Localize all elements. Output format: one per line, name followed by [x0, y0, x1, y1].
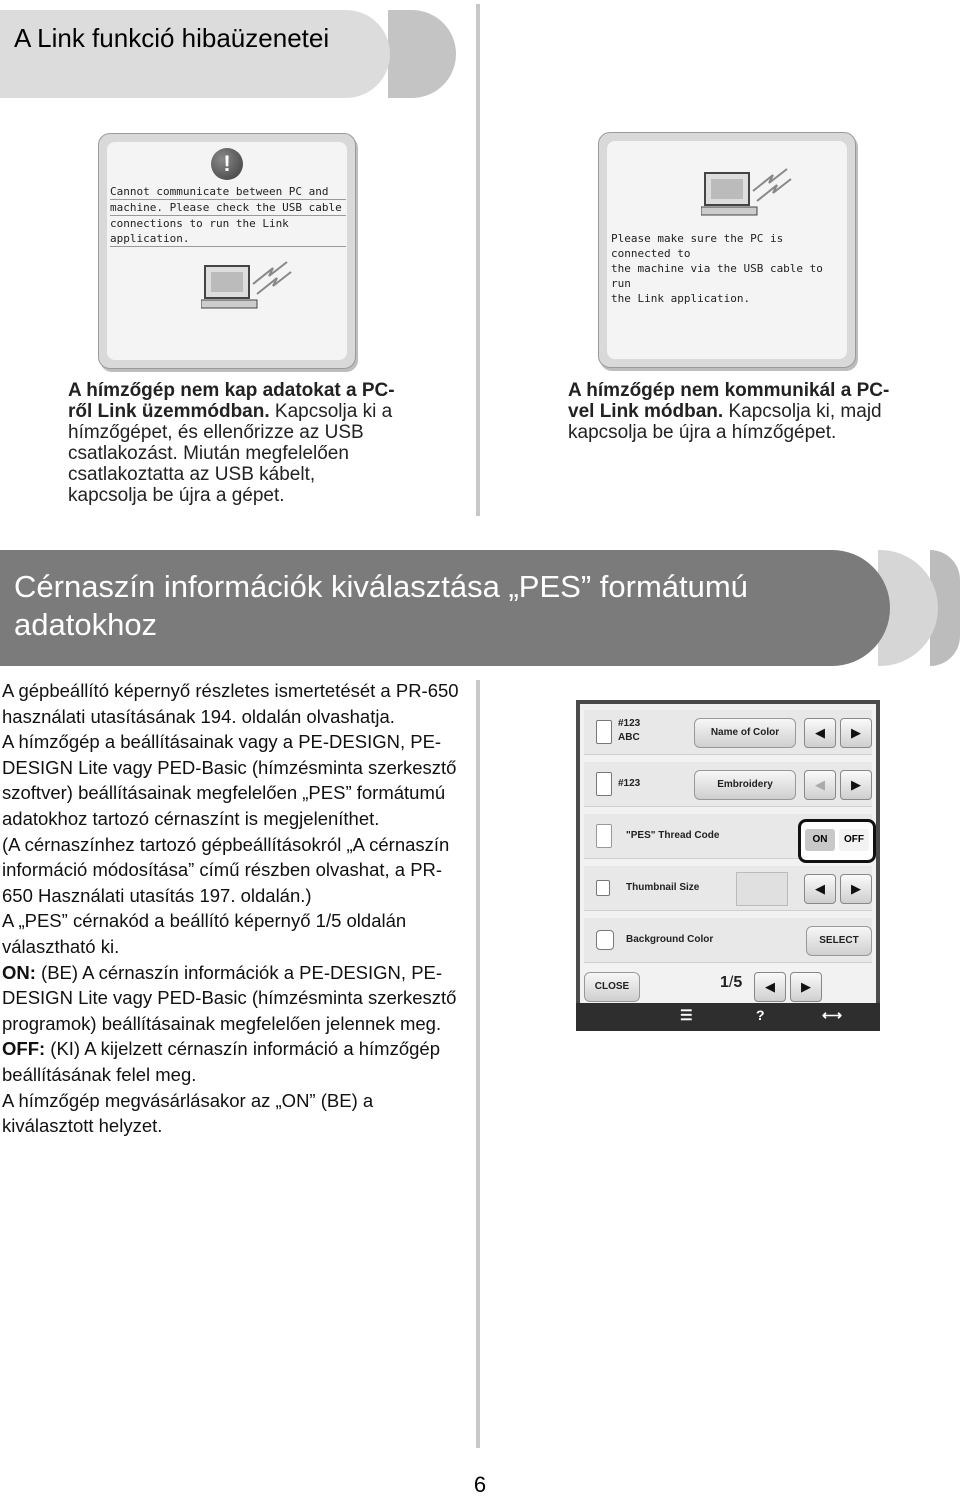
- setting-row-thumbnail-size: [584, 866, 872, 911]
- select-button[interactable]: SELECT: [806, 926, 872, 956]
- caption-left: A hímzőgép nem kap adatokat a PC-ről Link üzemmódban. Kapcsolja ki a hímzőgépet, és ellenőrizze az USB csatlakozást. Miután megfelelően csatlakoztatta az USB kábelt, kapcsolja be újra a gépet.: [68, 380, 395, 506]
- pes-thread-code-toggle[interactable]: [798, 819, 876, 863]
- setting-label: Background Color: [626, 934, 714, 945]
- error-message: Cannot communicate between PC and machine. Please check the USB cable connections to run the Link application.: [110, 184, 346, 247]
- paragraph: A „PES” cérnakód a beállító képernyő 1/5 oldalán választható ki.: [2, 910, 407, 957]
- thumbnail-preview: [736, 872, 788, 906]
- page-number: 6: [473, 1472, 487, 1497]
- left-arrow-button[interactable]: ◀: [804, 718, 836, 748]
- thread-brand-value: Embroidery: [694, 770, 796, 800]
- thread-code-sample: #123: [618, 718, 641, 729]
- paragraph: (A cérnaszínhez tartozó gépbeállításokról „A cérnaszín információ módosítása” című részben olvashat, a PR-650 Használati utasítás 197. oldalán.): [2, 833, 450, 906]
- close-button[interactable]: CLOSE: [584, 972, 640, 1002]
- warning-icon: !: [211, 148, 243, 180]
- error-screen-left: [98, 133, 356, 369]
- header-decoration: [388, 10, 456, 98]
- setting-label: "PES" Thread Code: [626, 830, 720, 841]
- setting-row-background-color: [584, 918, 872, 963]
- column-divider: [476, 4, 480, 516]
- left-arrow-button[interactable]: ◀: [804, 770, 836, 800]
- spool-icon: [596, 772, 612, 796]
- paragraph: ON: (BE) A cérnaszín információk a PE-DESIGN, PE-DESIGN Lite vagy PED-Basic (hímzésminta szerkesztő programok) beállításainak megfelelően jelennek meg.: [2, 961, 457, 1034]
- right-arrow-button[interactable]: ▶: [840, 874, 872, 904]
- pc-connection-icon: [701, 161, 801, 231]
- arrows-icon[interactable]: ⟷: [822, 1007, 843, 1023]
- paragraph: A hímzőgép a beállításainak vagy a PE-DESIGN, PE-DESIGN Lite vagy PED-Basic (hímzésminta szerkesztő szoftver) beállításainak megfelelően „PES” formátumú adatokhoz tartozó cérnaszínt is megjeleníthet.: [2, 731, 457, 829]
- thumbnail-icon: [596, 880, 610, 896]
- pc-connection-icon: [201, 254, 301, 324]
- section-title: Cérnaszín információk kiválasztása „PES” formátumú adatokhoz: [14, 569, 748, 642]
- paragraph: OFF: (KI) A kijelzett cérnaszín információ a hímzőgép beállításának felel meg.: [2, 1038, 440, 1085]
- right-arrow-button[interactable]: ▶: [840, 770, 872, 800]
- spool-icon: [596, 720, 612, 744]
- section-title: A Link funkció hibaüzenetei: [14, 23, 330, 53]
- pes-file-icon: [596, 824, 612, 848]
- setting-label: Thumbnail Size: [626, 882, 700, 893]
- right-arrow-button[interactable]: ▶: [840, 718, 872, 748]
- thread-display-value: Name of Color: [694, 718, 796, 748]
- bottom-toolbar: [576, 1003, 880, 1031]
- prev-page-button[interactable]: ◀: [754, 972, 786, 1002]
- left-arrow-button[interactable]: ◀: [804, 874, 836, 904]
- thread-name-sample: ABC: [618, 732, 640, 743]
- help-icon[interactable]: ?: [756, 1007, 765, 1023]
- next-page-button[interactable]: ▶: [790, 972, 822, 1002]
- column-divider: [476, 680, 480, 1448]
- color-palette-icon: [596, 930, 614, 950]
- error-message: Please make sure the PC is connected to the machine via the USB cable to run the Link application.: [611, 232, 823, 305]
- thread-code-sample: #123: [618, 778, 641, 789]
- body-text: [2, 678, 464, 1139]
- on-option[interactable]: ON: [805, 829, 835, 851]
- page-indicator: 1/5: [720, 974, 743, 991]
- paragraph: A hímzőgép megvásárlásakor az „ON” (BE) a kiválasztott helyzet.: [2, 1089, 374, 1137]
- paragraph: A gépbeállító képernyő részletes ismertetését a PR-650 használati utasításának 194. oldalán olvashatja.: [2, 680, 459, 727]
- off-option[interactable]: OFF: [839, 829, 869, 851]
- settings-screen: [576, 700, 880, 1031]
- setting-row-thread-display: [584, 710, 872, 755]
- error-screen-right: [598, 132, 856, 368]
- settings-list-icon[interactable]: ☰: [680, 1007, 693, 1023]
- setting-row-thread-brand: [584, 762, 872, 807]
- caption-right: A hímzőgép nem kommunikál a PC-vel Link módban. Kapcsolja ki, majd kapcsolja be újra a hímzőgépet.: [568, 380, 890, 443]
